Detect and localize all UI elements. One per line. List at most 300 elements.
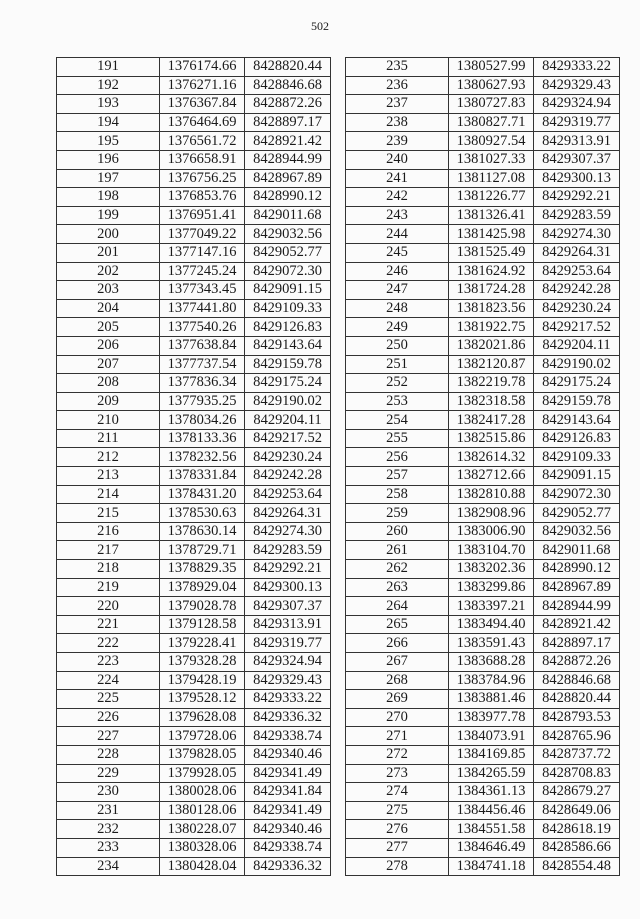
x-coordinate-cell: 1376951.41 bbox=[160, 206, 245, 225]
table-row bbox=[346, 857, 620, 876]
point-number-cell: 221 bbox=[57, 615, 160, 634]
table-row bbox=[346, 820, 620, 839]
table-row bbox=[57, 522, 331, 541]
point-number-cell: 207 bbox=[57, 355, 160, 374]
table-row bbox=[346, 745, 620, 764]
y-coordinate-cell: 8429190.02 bbox=[245, 392, 331, 411]
x-coordinate-cell: 1381823.56 bbox=[449, 299, 534, 318]
point-number-cell: 218 bbox=[57, 560, 160, 579]
table-row bbox=[346, 634, 620, 653]
point-number-cell: 208 bbox=[57, 374, 160, 393]
table-row bbox=[346, 336, 620, 355]
table-row bbox=[57, 281, 331, 300]
x-coordinate-cell: 1380927.54 bbox=[449, 132, 534, 151]
x-coordinate-cell: 1382712.66 bbox=[449, 467, 534, 486]
y-coordinate-cell: 8429091.15 bbox=[245, 281, 331, 300]
point-number-cell: 252 bbox=[346, 374, 449, 393]
y-coordinate-cell: 8428846.68 bbox=[245, 76, 331, 95]
point-number-cell: 243 bbox=[346, 206, 449, 225]
table-row bbox=[346, 708, 620, 727]
y-coordinate-cell: 8428967.89 bbox=[245, 169, 331, 188]
x-coordinate-cell: 1382219.78 bbox=[449, 374, 534, 393]
x-coordinate-cell: 1376367.84 bbox=[160, 95, 245, 114]
point-number-cell: 269 bbox=[346, 690, 449, 709]
y-coordinate-cell: 8428586.66 bbox=[534, 838, 620, 857]
table-row bbox=[57, 225, 331, 244]
table-row bbox=[346, 504, 620, 523]
table-row bbox=[57, 690, 331, 709]
point-number-cell: 227 bbox=[57, 727, 160, 746]
point-number-cell: 238 bbox=[346, 113, 449, 132]
table-row bbox=[57, 336, 331, 355]
point-number-cell: 231 bbox=[57, 801, 160, 820]
x-coordinate-cell: 1378729.71 bbox=[160, 541, 245, 560]
y-coordinate-cell: 8428990.12 bbox=[245, 188, 331, 207]
table-row bbox=[57, 58, 331, 77]
y-coordinate-cell: 8429264.31 bbox=[534, 243, 620, 262]
table-row bbox=[57, 578, 331, 597]
y-coordinate-cell: 8429072.30 bbox=[534, 485, 620, 504]
point-number-cell: 237 bbox=[346, 95, 449, 114]
table-row bbox=[57, 727, 331, 746]
point-number-cell: 265 bbox=[346, 615, 449, 634]
table-row bbox=[57, 801, 331, 820]
table-row bbox=[346, 690, 620, 709]
x-coordinate-cell: 1380727.83 bbox=[449, 95, 534, 114]
x-coordinate-cell: 1379528.12 bbox=[160, 690, 245, 709]
table-row bbox=[346, 206, 620, 225]
x-coordinate-cell: 1381226.77 bbox=[449, 188, 534, 207]
point-number-cell: 224 bbox=[57, 671, 160, 690]
point-number-cell: 203 bbox=[57, 281, 160, 300]
table-row bbox=[346, 262, 620, 281]
table-row bbox=[346, 95, 620, 114]
y-coordinate-cell: 8428820.44 bbox=[245, 58, 331, 77]
table-row bbox=[57, 838, 331, 857]
table-row bbox=[346, 485, 620, 504]
y-coordinate-cell: 8429072.30 bbox=[245, 262, 331, 281]
table-row bbox=[57, 764, 331, 783]
y-coordinate-cell: 8429333.22 bbox=[245, 690, 331, 709]
table-row bbox=[57, 857, 331, 876]
x-coordinate-cell: 1380527.99 bbox=[449, 58, 534, 77]
point-number-cell: 204 bbox=[57, 299, 160, 318]
point-number-cell: 277 bbox=[346, 838, 449, 857]
y-coordinate-cell: 8429336.32 bbox=[245, 708, 331, 727]
y-coordinate-cell: 8428708.83 bbox=[534, 764, 620, 783]
x-coordinate-cell: 1384361.13 bbox=[449, 783, 534, 802]
table-row bbox=[346, 615, 620, 634]
point-number-cell: 263 bbox=[346, 578, 449, 597]
y-coordinate-cell: 8428872.26 bbox=[534, 653, 620, 672]
point-number-cell: 209 bbox=[57, 392, 160, 411]
point-number-cell: 260 bbox=[346, 522, 449, 541]
table-row bbox=[57, 374, 331, 393]
point-number-cell: 217 bbox=[57, 541, 160, 560]
table-row bbox=[346, 838, 620, 857]
table-row bbox=[346, 411, 620, 430]
y-coordinate-cell: 8429032.56 bbox=[534, 522, 620, 541]
y-coordinate-cell: 8429242.28 bbox=[245, 467, 331, 486]
x-coordinate-cell: 1376853.76 bbox=[160, 188, 245, 207]
point-number-cell: 271 bbox=[346, 727, 449, 746]
y-coordinate-cell: 8429230.24 bbox=[534, 299, 620, 318]
point-number-cell: 236 bbox=[346, 76, 449, 95]
point-number-cell: 235 bbox=[346, 58, 449, 77]
point-number-cell: 232 bbox=[57, 820, 160, 839]
y-coordinate-cell: 8428897.17 bbox=[534, 634, 620, 653]
y-coordinate-cell: 8429340.46 bbox=[245, 745, 331, 764]
y-coordinate-cell: 8428944.99 bbox=[534, 597, 620, 616]
y-coordinate-cell: 8428990.12 bbox=[534, 560, 620, 579]
x-coordinate-cell: 1378829.35 bbox=[160, 560, 245, 579]
point-number-cell: 244 bbox=[346, 225, 449, 244]
y-coordinate-cell: 8429319.77 bbox=[534, 113, 620, 132]
x-coordinate-cell: 1379328.28 bbox=[160, 653, 245, 672]
x-coordinate-cell: 1377049.22 bbox=[160, 225, 245, 244]
y-coordinate-cell: 8429190.02 bbox=[534, 355, 620, 374]
coordinate-table-right bbox=[345, 57, 620, 876]
table-row bbox=[346, 467, 620, 486]
point-number-cell: 240 bbox=[346, 150, 449, 169]
y-coordinate-cell: 8429109.33 bbox=[534, 448, 620, 467]
point-number-cell: 197 bbox=[57, 169, 160, 188]
y-coordinate-cell: 8429109.33 bbox=[245, 299, 331, 318]
x-coordinate-cell: 1380128.06 bbox=[160, 801, 245, 820]
table-row bbox=[57, 355, 331, 374]
y-coordinate-cell: 8429313.91 bbox=[534, 132, 620, 151]
table-row bbox=[57, 653, 331, 672]
x-coordinate-cell: 1382614.32 bbox=[449, 448, 534, 467]
y-coordinate-cell: 8428765.96 bbox=[534, 727, 620, 746]
y-coordinate-cell: 8429329.43 bbox=[245, 671, 331, 690]
x-coordinate-cell: 1381425.98 bbox=[449, 225, 534, 244]
point-number-cell: 216 bbox=[57, 522, 160, 541]
table-row bbox=[346, 281, 620, 300]
table-row bbox=[57, 467, 331, 486]
table-row bbox=[57, 299, 331, 318]
point-number-cell: 222 bbox=[57, 634, 160, 653]
point-number-cell: 206 bbox=[57, 336, 160, 355]
table-row bbox=[57, 820, 331, 839]
table-row bbox=[57, 243, 331, 262]
x-coordinate-cell: 1384741.18 bbox=[449, 857, 534, 876]
x-coordinate-cell: 1382120.87 bbox=[449, 355, 534, 374]
table-row bbox=[346, 299, 620, 318]
point-number-cell: 261 bbox=[346, 541, 449, 560]
y-coordinate-cell: 8429341.84 bbox=[245, 783, 331, 802]
x-coordinate-cell: 1376271.16 bbox=[160, 76, 245, 95]
x-coordinate-cell: 1384169.85 bbox=[449, 745, 534, 764]
x-coordinate-cell: 1378630.14 bbox=[160, 522, 245, 541]
point-number-cell: 275 bbox=[346, 801, 449, 820]
y-coordinate-cell: 8429126.83 bbox=[245, 318, 331, 337]
y-coordinate-cell: 8429159.78 bbox=[245, 355, 331, 374]
x-coordinate-cell: 1383006.90 bbox=[449, 522, 534, 541]
table-row bbox=[57, 95, 331, 114]
y-coordinate-cell: 8429283.59 bbox=[245, 541, 331, 560]
y-coordinate-cell: 8429313.91 bbox=[245, 615, 331, 634]
x-coordinate-cell: 1383688.28 bbox=[449, 653, 534, 672]
y-coordinate-cell: 8429204.11 bbox=[245, 411, 331, 430]
point-number-cell: 249 bbox=[346, 318, 449, 337]
point-number-cell: 194 bbox=[57, 113, 160, 132]
x-coordinate-cell: 1377245.24 bbox=[160, 262, 245, 281]
x-coordinate-cell: 1379428.19 bbox=[160, 671, 245, 690]
y-coordinate-cell: 8429253.64 bbox=[534, 262, 620, 281]
point-number-cell: 273 bbox=[346, 764, 449, 783]
table-row bbox=[57, 188, 331, 207]
x-coordinate-cell: 1384456.46 bbox=[449, 801, 534, 820]
table-row bbox=[57, 560, 331, 579]
point-number-cell: 266 bbox=[346, 634, 449, 653]
table-row bbox=[346, 448, 620, 467]
x-coordinate-cell: 1382318.58 bbox=[449, 392, 534, 411]
point-number-cell: 268 bbox=[346, 671, 449, 690]
y-coordinate-cell: 8429011.68 bbox=[245, 206, 331, 225]
table-row bbox=[346, 522, 620, 541]
table-row bbox=[57, 504, 331, 523]
point-number-cell: 267 bbox=[346, 653, 449, 672]
point-number-cell: 245 bbox=[346, 243, 449, 262]
table-row bbox=[346, 58, 620, 77]
y-coordinate-cell: 8428649.06 bbox=[534, 801, 620, 820]
point-number-cell: 270 bbox=[346, 708, 449, 727]
point-number-cell: 241 bbox=[346, 169, 449, 188]
y-coordinate-cell: 8429319.77 bbox=[245, 634, 331, 653]
y-coordinate-cell: 8428554.48 bbox=[534, 857, 620, 876]
table-row bbox=[57, 113, 331, 132]
table-row bbox=[57, 150, 331, 169]
y-coordinate-cell: 8429341.49 bbox=[245, 764, 331, 783]
table-row bbox=[346, 392, 620, 411]
y-coordinate-cell: 8429032.56 bbox=[245, 225, 331, 244]
point-number-cell: 259 bbox=[346, 504, 449, 523]
x-coordinate-cell: 1384551.58 bbox=[449, 820, 534, 839]
table-row bbox=[346, 727, 620, 746]
y-coordinate-cell: 8429307.37 bbox=[245, 597, 331, 616]
point-number-cell: 219 bbox=[57, 578, 160, 597]
x-coordinate-cell: 1383784.96 bbox=[449, 671, 534, 690]
table-row bbox=[57, 634, 331, 653]
table-row bbox=[346, 113, 620, 132]
point-number-cell: 192 bbox=[57, 76, 160, 95]
point-number-cell: 272 bbox=[346, 745, 449, 764]
y-coordinate-cell: 8429283.59 bbox=[534, 206, 620, 225]
x-coordinate-cell: 1377935.25 bbox=[160, 392, 245, 411]
x-coordinate-cell: 1383591.43 bbox=[449, 634, 534, 653]
x-coordinate-cell: 1384646.49 bbox=[449, 838, 534, 857]
y-coordinate-cell: 8429175.24 bbox=[534, 374, 620, 393]
x-coordinate-cell: 1376658.91 bbox=[160, 150, 245, 169]
x-coordinate-cell: 1378232.56 bbox=[160, 448, 245, 467]
point-number-cell: 251 bbox=[346, 355, 449, 374]
table-row bbox=[57, 745, 331, 764]
x-coordinate-cell: 1383397.21 bbox=[449, 597, 534, 616]
point-number-cell: 239 bbox=[346, 132, 449, 151]
y-coordinate-cell: 8429341.49 bbox=[245, 801, 331, 820]
table-row bbox=[57, 485, 331, 504]
point-number-cell: 278 bbox=[346, 857, 449, 876]
y-coordinate-cell: 8429253.64 bbox=[245, 485, 331, 504]
x-coordinate-cell: 1378034.26 bbox=[160, 411, 245, 430]
x-coordinate-cell: 1380228.07 bbox=[160, 820, 245, 839]
x-coordinate-cell: 1379728.06 bbox=[160, 727, 245, 746]
table-row bbox=[346, 374, 620, 393]
point-number-cell: 193 bbox=[57, 95, 160, 114]
point-number-cell: 205 bbox=[57, 318, 160, 337]
point-number-cell: 274 bbox=[346, 783, 449, 802]
x-coordinate-cell: 1380028.06 bbox=[160, 783, 245, 802]
point-number-cell: 198 bbox=[57, 188, 160, 207]
point-number-cell: 220 bbox=[57, 597, 160, 616]
y-coordinate-cell: 8428967.89 bbox=[534, 578, 620, 597]
table-row bbox=[346, 671, 620, 690]
x-coordinate-cell: 1381624.92 bbox=[449, 262, 534, 281]
point-number-cell: 228 bbox=[57, 745, 160, 764]
point-number-cell: 213 bbox=[57, 467, 160, 486]
x-coordinate-cell: 1379228.41 bbox=[160, 634, 245, 653]
table-row bbox=[57, 541, 331, 560]
x-coordinate-cell: 1377836.34 bbox=[160, 374, 245, 393]
point-number-cell: 225 bbox=[57, 690, 160, 709]
x-coordinate-cell: 1376174.66 bbox=[160, 58, 245, 77]
y-coordinate-cell: 8428679.27 bbox=[534, 783, 620, 802]
y-coordinate-cell: 8429338.74 bbox=[245, 838, 331, 857]
x-coordinate-cell: 1379828.05 bbox=[160, 745, 245, 764]
x-coordinate-cell: 1381525.49 bbox=[449, 243, 534, 262]
point-number-cell: 256 bbox=[346, 448, 449, 467]
x-coordinate-cell: 1379928.05 bbox=[160, 764, 245, 783]
y-coordinate-cell: 8429307.37 bbox=[534, 150, 620, 169]
x-coordinate-cell: 1383494.40 bbox=[449, 615, 534, 634]
point-number-cell: 195 bbox=[57, 132, 160, 151]
point-number-cell: 242 bbox=[346, 188, 449, 207]
table-row bbox=[346, 355, 620, 374]
y-coordinate-cell: 8429300.13 bbox=[534, 169, 620, 188]
point-number-cell: 199 bbox=[57, 206, 160, 225]
x-coordinate-cell: 1379128.58 bbox=[160, 615, 245, 634]
y-coordinate-cell: 8429230.24 bbox=[245, 448, 331, 467]
point-number-cell: 246 bbox=[346, 262, 449, 281]
point-number-cell: 276 bbox=[346, 820, 449, 839]
y-coordinate-cell: 8428921.42 bbox=[534, 615, 620, 634]
y-coordinate-cell: 8429300.13 bbox=[245, 578, 331, 597]
table-row bbox=[57, 76, 331, 95]
table-row bbox=[57, 206, 331, 225]
point-number-cell: 234 bbox=[57, 857, 160, 876]
point-number-cell: 211 bbox=[57, 429, 160, 448]
table-row bbox=[346, 597, 620, 616]
table-row bbox=[346, 150, 620, 169]
table-row bbox=[346, 188, 620, 207]
x-coordinate-cell: 1380428.04 bbox=[160, 857, 245, 876]
point-number-cell: 264 bbox=[346, 597, 449, 616]
table-row bbox=[57, 615, 331, 634]
x-coordinate-cell: 1380627.93 bbox=[449, 76, 534, 95]
point-number-cell: 250 bbox=[346, 336, 449, 355]
y-coordinate-cell: 8429143.64 bbox=[245, 336, 331, 355]
table-row bbox=[346, 783, 620, 802]
y-coordinate-cell: 8429052.77 bbox=[245, 243, 331, 262]
y-coordinate-cell: 8429264.31 bbox=[245, 504, 331, 523]
point-number-cell: 210 bbox=[57, 411, 160, 430]
y-coordinate-cell: 8428846.68 bbox=[534, 671, 620, 690]
table-row bbox=[57, 169, 331, 188]
x-coordinate-cell: 1380827.71 bbox=[449, 113, 534, 132]
y-coordinate-cell: 8429204.11 bbox=[534, 336, 620, 355]
x-coordinate-cell: 1379028.78 bbox=[160, 597, 245, 616]
x-coordinate-cell: 1377737.54 bbox=[160, 355, 245, 374]
y-coordinate-cell: 8428897.17 bbox=[245, 113, 331, 132]
point-number-cell: 262 bbox=[346, 560, 449, 579]
y-coordinate-cell: 8429143.64 bbox=[534, 411, 620, 430]
point-number-cell: 258 bbox=[346, 485, 449, 504]
y-coordinate-cell: 8429292.21 bbox=[534, 188, 620, 207]
x-coordinate-cell: 1382515.86 bbox=[449, 429, 534, 448]
point-number-cell: 247 bbox=[346, 281, 449, 300]
y-coordinate-cell: 8429217.52 bbox=[245, 429, 331, 448]
x-coordinate-cell: 1378133.36 bbox=[160, 429, 245, 448]
x-coordinate-cell: 1376756.25 bbox=[160, 169, 245, 188]
x-coordinate-cell: 1376464.69 bbox=[160, 113, 245, 132]
point-number-cell: 212 bbox=[57, 448, 160, 467]
point-number-cell: 223 bbox=[57, 653, 160, 672]
y-coordinate-cell: 8429340.46 bbox=[245, 820, 331, 839]
x-coordinate-cell: 1378431.20 bbox=[160, 485, 245, 504]
point-number-cell: 200 bbox=[57, 225, 160, 244]
x-coordinate-cell: 1378929.04 bbox=[160, 578, 245, 597]
x-coordinate-cell: 1377343.45 bbox=[160, 281, 245, 300]
y-coordinate-cell: 8429091.15 bbox=[534, 467, 620, 486]
table-row bbox=[57, 783, 331, 802]
table-row bbox=[57, 132, 331, 151]
y-coordinate-cell: 8429274.30 bbox=[245, 522, 331, 541]
x-coordinate-cell: 1383881.46 bbox=[449, 690, 534, 709]
table-row bbox=[57, 597, 331, 616]
y-coordinate-cell: 8429333.22 bbox=[534, 58, 620, 77]
x-coordinate-cell: 1381027.33 bbox=[449, 150, 534, 169]
point-number-cell: 226 bbox=[57, 708, 160, 727]
y-coordinate-cell: 8428921.42 bbox=[245, 132, 331, 151]
y-coordinate-cell: 8429329.43 bbox=[534, 76, 620, 95]
x-coordinate-cell: 1377147.16 bbox=[160, 243, 245, 262]
x-coordinate-cell: 1380328.06 bbox=[160, 838, 245, 857]
y-coordinate-cell: 8429338.74 bbox=[245, 727, 331, 746]
point-number-cell: 230 bbox=[57, 783, 160, 802]
y-coordinate-cell: 8428820.44 bbox=[534, 690, 620, 709]
table-row bbox=[346, 578, 620, 597]
x-coordinate-cell: 1382810.88 bbox=[449, 485, 534, 504]
point-number-cell: 255 bbox=[346, 429, 449, 448]
x-coordinate-cell: 1378530.63 bbox=[160, 504, 245, 523]
x-coordinate-cell: 1381922.75 bbox=[449, 318, 534, 337]
y-coordinate-cell: 8428872.26 bbox=[245, 95, 331, 114]
y-coordinate-cell: 8429336.32 bbox=[245, 857, 331, 876]
table-row bbox=[346, 76, 620, 95]
x-coordinate-cell: 1381127.08 bbox=[449, 169, 534, 188]
point-number-cell: 229 bbox=[57, 764, 160, 783]
point-number-cell: 254 bbox=[346, 411, 449, 430]
table-row bbox=[57, 318, 331, 337]
table-row bbox=[57, 262, 331, 281]
y-coordinate-cell: 8429217.52 bbox=[534, 318, 620, 337]
table-row bbox=[346, 764, 620, 783]
table-row bbox=[57, 448, 331, 467]
y-coordinate-cell: 8428618.19 bbox=[534, 820, 620, 839]
point-number-cell: 215 bbox=[57, 504, 160, 523]
x-coordinate-cell: 1382417.28 bbox=[449, 411, 534, 430]
